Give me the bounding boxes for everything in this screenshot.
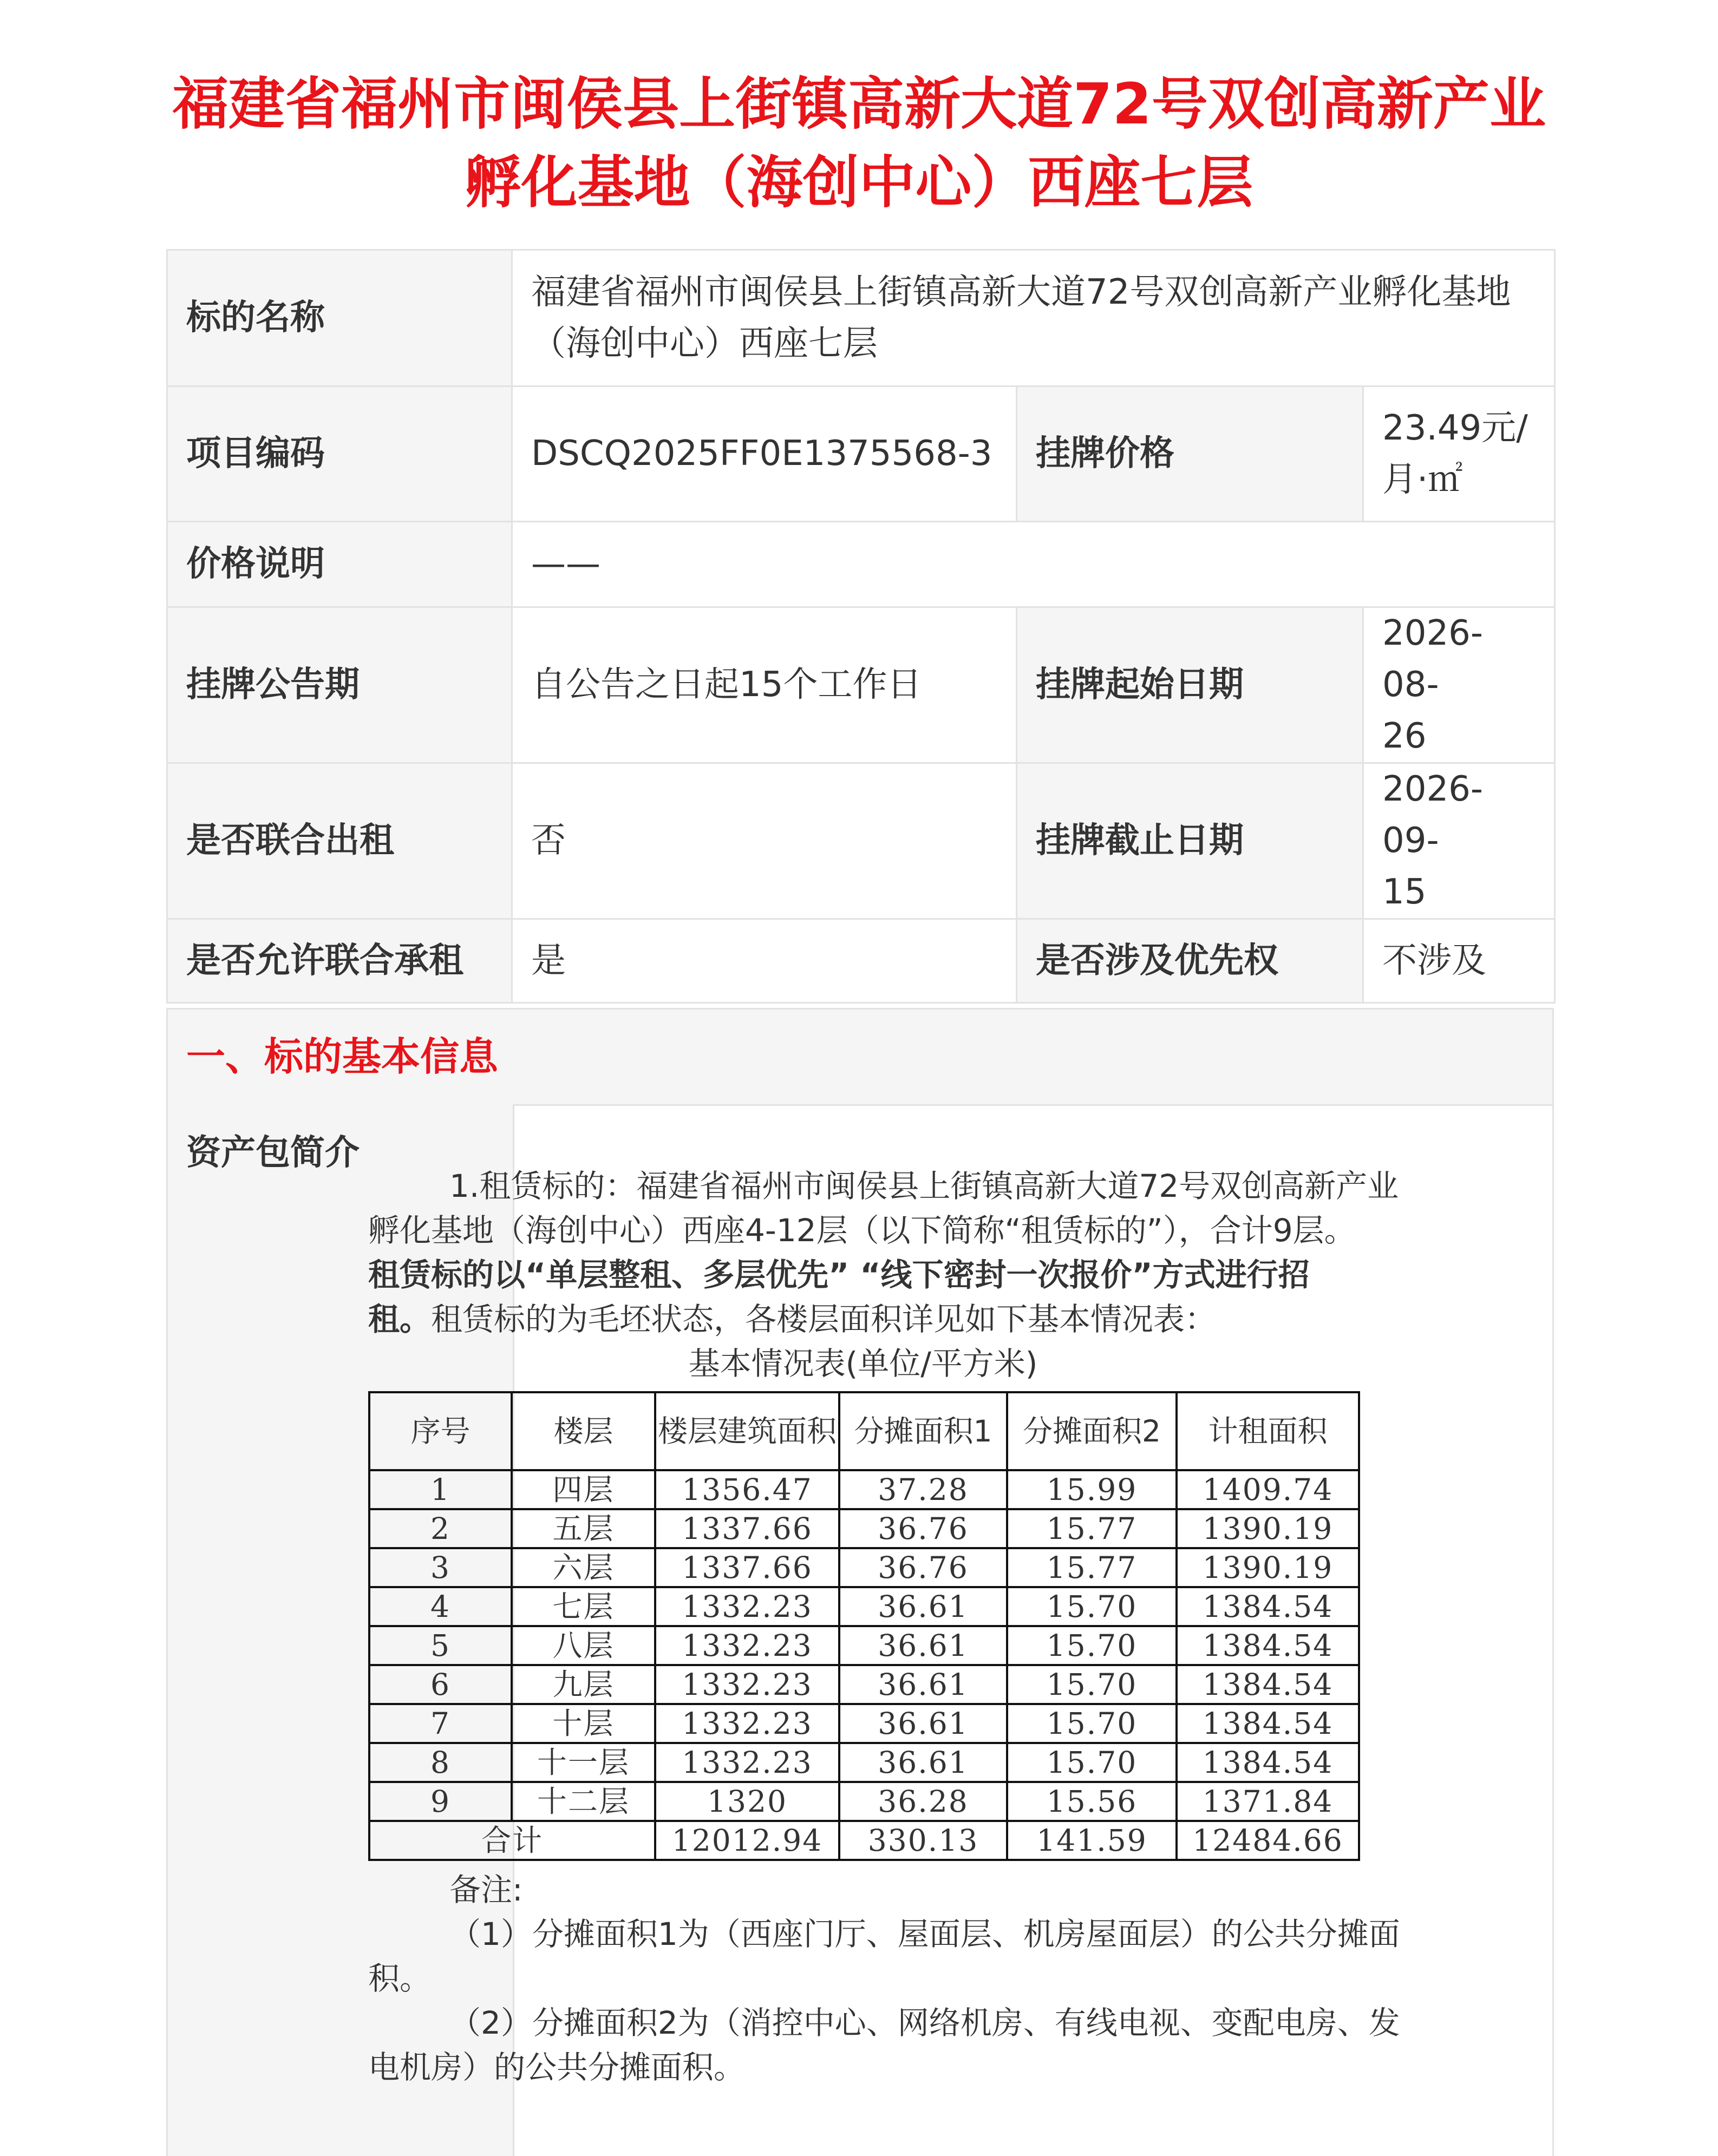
cell-shared-area-2: 15.70 <box>1007 1665 1177 1704</box>
priority-label: 是否涉及优先权 <box>1017 919 1363 1003</box>
table-row <box>369 1587 1359 1626</box>
cell-floor: 九层 <box>512 1665 655 1704</box>
end-date-label: 挂牌截止日期 <box>1017 763 1363 919</box>
header-rent-area: 计租面积 <box>1177 1392 1359 1470</box>
total-rent-area: 12484.66 <box>1177 1821 1359 1860</box>
section-header: 一、标的基本信息 <box>168 1010 1552 1106</box>
cell-building-area: 1337.66 <box>655 1548 839 1587</box>
cell-floor: 四层 <box>512 1470 655 1509</box>
cell-building-area: 1332.23 <box>655 1587 839 1626</box>
cell-floor: 十层 <box>512 1704 655 1743</box>
cell-rent-area: 1409.74 <box>1177 1470 1359 1509</box>
cell-index: 7 <box>369 1704 512 1743</box>
cell-shared-area-1: 36.76 <box>839 1548 1007 1587</box>
table-row <box>369 1548 1359 1587</box>
cell-index: 9 <box>369 1782 512 1821</box>
total-building-area: 12012.94 <box>655 1821 839 1860</box>
project-code-label: 项目编码 <box>167 386 512 522</box>
cell-shared-area-1: 36.76 <box>839 1509 1007 1548</box>
asset-package-label: 资产包简介 <box>186 1133 360 1173</box>
cell-shared-area-1: 36.28 <box>839 1782 1007 1821</box>
header-building-area: 楼层建筑面积 <box>655 1392 839 1470</box>
cell-floor: 五层 <box>512 1509 655 1548</box>
cell-shared-area-2: 15.70 <box>1007 1626 1177 1665</box>
row-joint-lease <box>167 763 1555 919</box>
table-caption: 基本情况表(单位/平方米) <box>688 1345 1038 1382</box>
header-shared-area-2: 分摊面积2 <box>1007 1392 1177 1470</box>
cell-shared-area-1: 36.61 <box>839 1587 1007 1626</box>
cell-building-area: 1332.23 <box>655 1704 839 1743</box>
cell-index: 3 <box>369 1548 512 1587</box>
table-row <box>369 1665 1359 1704</box>
row-price-note <box>167 522 1555 607</box>
header-shared-area-1: 分摊面积1 <box>839 1392 1007 1470</box>
intro-line-1: 1.租赁标的：福建省福州市闽侯县上街镇高新大道72号双创高新产业 <box>449 1168 1399 1204</box>
project-code-value: DSCQ2025FF0E1375568-3 <box>512 386 1017 522</box>
announcement-period-label: 挂牌公告期 <box>167 607 512 763</box>
note-1-line-1: （1）分摊面积1为（西座门厅、屋面层、机房屋面层）的公共分摊面 <box>449 1916 1400 1952</box>
cell-floor: 十一层 <box>512 1743 655 1782</box>
note-2-line-1: （2）分摊面积2为（消控中心、网络机房、有线电视、变配电房、发 <box>449 2004 1400 2041</box>
cell-index: 5 <box>369 1626 512 1665</box>
start-date-value: 2026-08- 26 <box>1363 607 1555 763</box>
cell-rent-area: 1384.54 <box>1177 1626 1359 1665</box>
total-shared-area-1: 330.13 <box>839 1821 1007 1860</box>
cell-shared-area-1: 36.61 <box>839 1704 1007 1743</box>
cell-shared-area-2: 15.70 <box>1007 1587 1177 1626</box>
listing-price-label: 挂牌价格 <box>1017 386 1363 522</box>
cell-shared-area-2: 15.77 <box>1007 1548 1177 1587</box>
header-floor: 楼层 <box>512 1392 655 1470</box>
cell-rent-area: 1390.19 <box>1177 1548 1359 1587</box>
cell-rent-area: 1384.54 <box>1177 1743 1359 1782</box>
start-date-label: 挂牌起始日期 <box>1017 607 1363 763</box>
page-title-line-1: 福建省福州市闽侯县上街镇高新大道72号双创高新产业 <box>172 71 1546 137</box>
joint-lease-value: 否 <box>512 763 1017 919</box>
table-row <box>369 1743 1359 1782</box>
cell-floor: 七层 <box>512 1587 655 1626</box>
cell-building-area: 1356.47 <box>655 1470 839 1509</box>
cell-rent-area: 1384.54 <box>1177 1704 1359 1743</box>
cell-shared-area-1: 36.61 <box>839 1626 1007 1665</box>
cell-index: 4 <box>369 1587 512 1626</box>
price-note-label: 价格说明 <box>167 522 512 607</box>
cell-floor: 八层 <box>512 1626 655 1665</box>
cell-rent-area: 1390.19 <box>1177 1509 1359 1548</box>
row-joint-tenancy <box>167 919 1555 1003</box>
table-header-row <box>369 1392 1359 1470</box>
cell-shared-area-1: 36.61 <box>839 1665 1007 1704</box>
table-row <box>369 1704 1359 1743</box>
cell-building-area: 1332.23 <box>655 1743 839 1782</box>
page-title-line-2: 孵化基地（海创中心）西座七层 <box>465 149 1253 215</box>
subject-name-value: 福建省福州市闽侯县上街镇高新大道72号双创高新产业孵化基地 （海创中心）西座七层 <box>512 250 1555 386</box>
cell-building-area: 1320 <box>655 1782 839 1821</box>
cell-shared-area-2: 15.99 <box>1007 1470 1177 1509</box>
asset-package-content <box>368 1164 1538 2089</box>
notes-title: 备注: <box>449 1871 523 1908</box>
cell-rent-area: 1371.84 <box>1177 1782 1359 1821</box>
announcement-period-value: 自公告之日起15个工作日 <box>512 607 1017 763</box>
cell-shared-area-2: 15.77 <box>1007 1509 1177 1548</box>
cell-floor: 十二层 <box>512 1782 655 1821</box>
total-shared-area-2: 141.59 <box>1007 1821 1177 1860</box>
cell-index: 8 <box>369 1743 512 1782</box>
header-index: 序号 <box>369 1392 512 1470</box>
cell-shared-area-1: 36.61 <box>839 1743 1007 1782</box>
row-announcement-period <box>167 607 1555 763</box>
cell-building-area: 1332.23 <box>655 1665 839 1704</box>
row-subject-name <box>167 250 1555 386</box>
cell-shared-area-2: 15.70 <box>1007 1704 1177 1743</box>
intro-line-2: 孵化基地（海创中心）西座4-12层（以下简称“租赁标的”），合计9层。 <box>368 1212 1356 1249</box>
table-row <box>369 1470 1359 1509</box>
floor-area-table <box>368 1391 1360 1861</box>
subject-name-label: 标的名称 <box>167 250 512 386</box>
note-2-line-2: 电机房）的公共分摊面积。 <box>368 2049 746 2086</box>
cell-shared-area-1: 37.28 <box>839 1470 1007 1509</box>
intro-line-4: 租。租赁标的为毛坯状态，各楼层面积详见如下基本情况表： <box>368 1301 1217 1338</box>
joint-tenancy-label: 是否允许联合承租 <box>167 919 512 1003</box>
cell-rent-area: 1384.54 <box>1177 1665 1359 1704</box>
row-project-code <box>167 386 1555 522</box>
cell-floor: 六层 <box>512 1548 655 1587</box>
table-row <box>369 1782 1359 1821</box>
table-row <box>369 1626 1359 1665</box>
total-label: 合计 <box>369 1821 655 1860</box>
listing-price-value: 23.49元/ 月·㎡ <box>1363 386 1555 522</box>
joint-tenancy-value: 是 <box>512 919 1017 1003</box>
cell-rent-area: 1384.54 <box>1177 1587 1359 1626</box>
cell-shared-area-2: 15.56 <box>1007 1782 1177 1821</box>
notes <box>368 1867 1538 2089</box>
priority-value: 不涉及 <box>1363 919 1555 1003</box>
cell-index: 2 <box>369 1509 512 1548</box>
cell-shared-area-2: 15.70 <box>1007 1743 1177 1782</box>
end-date-value: 2026-09- 15 <box>1363 763 1555 919</box>
table-row <box>369 1509 1359 1548</box>
page-title <box>0 65 1718 222</box>
cell-index: 6 <box>369 1665 512 1704</box>
table-total-row <box>369 1821 1359 1860</box>
cell-building-area: 1332.23 <box>655 1626 839 1665</box>
intro-bold-line: 租赁标的以“单层整租、多层优先” “线下密封一次报价”方式进行招 <box>368 1256 1310 1293</box>
joint-lease-label: 是否联合出租 <box>167 763 512 919</box>
cell-index: 1 <box>369 1470 512 1509</box>
price-note-value: —— <box>512 522 1555 607</box>
listing-info-table <box>166 249 1556 1004</box>
cell-building-area: 1337.66 <box>655 1509 839 1548</box>
note-1-line-2: 积。 <box>368 1960 432 1997</box>
